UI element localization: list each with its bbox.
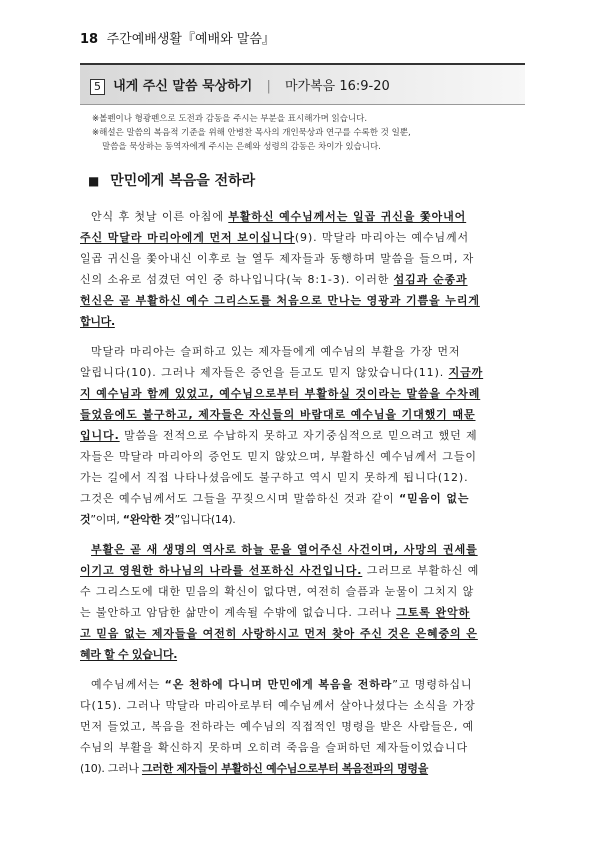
text-line [80,509,525,530]
text-span: 예수님께서는 [91,678,165,691]
note-line: 말씀을 묵상하는 동역자에게 주시는 은혜와 성령의 감동은 차이가 있습니다. [102,142,381,152]
highlighted-text: 고 믿음 없는 제자들을 여전히 사랑하시고 먼저 찾아 주신 것은 은혜중의 은 [80,627,478,640]
text-line [80,467,525,488]
text-line [80,581,525,602]
text-line [80,488,525,509]
text-span: 자들은 막달라 마리아의 증언도 믿지 않았으며, 부활하신 예수님께서 그들이 [80,450,477,463]
note-line: ※해설은 말씀의 복음적 기준을 위해 안병찬 목사의 개인묵상과 연구를 수록한 것 일뿐, [92,128,411,138]
heading-divider: | [266,79,271,94]
section-heading: 내게 주신 말씀 묵상하기 [113,79,253,94]
highlighted-text: 부활하신 예수님께서는 일곱 귀신을 쫓아내어 [228,210,467,223]
text-span: ”입니다(14). [174,513,236,526]
text-span: 그러므로 부활하신 예 [362,564,480,577]
text-span: 말씀을 전적으로 수납하지 못하고 자기중심적으로 믿으려고 했던 제 [119,429,478,442]
text-span: ”고 명령하십니 [392,678,473,691]
subsection-title [88,170,255,190]
page-number: 18 [80,32,99,47]
highlighted-text: 섬김과 순종과 [393,273,468,286]
highlighted-text: 주신 막달라 마리아에게 먼저 보이십니다 [80,231,295,244]
text-line [80,404,525,425]
text-span: 일곱 귀신을 쫓아내신 이후로 늘 열두 제자들과 동행하며 말씀을 들으며, 자 [80,252,475,265]
text-line [80,269,525,290]
highlighted-text: 합니다. [80,315,115,328]
text-line [80,716,525,737]
highlighted-text: 부활은 곧 새 생명의 역사로 하늘 문을 열어주신 사건이며, 사망의 권세를 [91,543,478,556]
text-line [80,758,525,779]
text-span: 안식 후 첫날 이른 아침에 [91,210,229,223]
text-line [80,446,525,467]
quoted-text: “믿음이 없는 [398,492,470,505]
page-header [80,28,525,47]
quoted-text: “완악한 것 [122,513,175,526]
text-span: 신의 소유로 섬겼던 여인 중 하나입니다(눅 8:1-3). 이러한 [80,273,394,286]
highlighted-text: 지금까 [448,366,484,379]
text-line [80,248,525,269]
reading-notes [92,112,522,154]
subsection-title-text: 만민에게 복음을 전하라 [110,173,256,189]
text-span: 알립니다(10). 그러나 제자들은 증언을 듣고도 믿지 않았습니다(11). [80,366,449,379]
text-line [80,425,525,446]
text-line [80,560,525,581]
text-line [80,206,525,227]
highlighted-text: 헌신은 곧 부활하신 예수 그리스도를 처음으로 만나는 영광과 기쁨을 누리게 [80,294,480,307]
note-line: ※볼펜이나 형광펜으로 도전과 감동을 주시는 부분을 표시해가며 읽습니다. [92,114,368,124]
text-span: 수 그리스도에 대한 믿음의 확신이 없다면, 여전히 슬픔과 눈물이 그치지 않 [80,585,475,598]
text-line [80,602,525,623]
square-bullet-icon: ■ [88,174,100,188]
paragraph [80,539,525,665]
text-span: 가는 길에서 직접 나타나셨음에도 불구하고 역시 믿지 못하게 됩니다(12). [80,471,469,484]
text-line [80,227,525,248]
paragraph [80,206,525,332]
text-line [80,674,525,695]
text-line [80,623,525,644]
text-span: (9). 막달라 마리아는 예수님께서 [294,231,470,244]
text-span: (10). 그러나 [80,762,142,775]
body-text [80,206,525,788]
text-line [80,383,525,404]
text-span: 막달라 마리아는 슬퍼하고 있는 제자들에게 예수님의 부활을 가장 먼저 [91,345,461,358]
text-line [80,695,525,716]
text-span: 수님의 부활을 확신하지 못하며 오히려 죽음을 슬퍼하던 제자들이었습니다 [80,741,469,754]
section-index-badge: 5 [90,79,105,95]
highlighted-text: 이기고 영원한 하나님의 나라를 선포하신 사건입니다. [80,564,363,577]
text-line [80,311,525,332]
highlighted-text: 지 예수님과 함께 있었고, 예수님으로부터 부활하실 것이라는 말씀을 수차례 [80,387,481,400]
highlighted-text: 입니다. [80,429,120,442]
paragraph [80,341,525,530]
text-span: ”이며, [90,513,123,526]
text-span: 먼저 들었고, 복음을 전하라는 예수님의 직접적인 명령을 받은 사람들은, 예 [80,720,475,733]
text-span: 그것은 예수님께서도 그들을 꾸짖으시며 말씀하신 것과 같이 [80,492,399,505]
text-line [80,341,525,362]
quoted-text: “온 천하에 다니며 만민에게 복음을 전하라 [164,678,393,691]
highlighted-text: 들었음에도 불구하고, 제자들은 자신들의 바람대로 예수님을 기대했기 때문 [80,408,476,421]
quoted-text: 것 [80,513,91,526]
section-header-bar [80,63,525,105]
text-line [80,362,525,383]
scripture-reference: 마가복음 16:9-20 [284,79,390,94]
text-line [80,539,525,560]
highlighted-text: 그러한 제자들이 부활하신 예수님으로부터 복음전파의 명령을 [141,762,429,775]
text-span: 는 불안하고 암담한 삶만이 계속될 수밖에 없습니다. 그러나 [80,606,397,619]
book-title: 주간예배생활『예배와 말씀』 [106,32,275,47]
text-span: 다(15). 그러나 막달라 마리아로부터 예수님께서 살아나셨다는 소식을 가장 [80,699,476,712]
highlighted-text: 혜라 할 수 있습니다. [80,648,178,661]
paragraph [80,674,525,779]
text-line [80,644,525,665]
text-line [80,290,525,311]
text-line [80,737,525,758]
highlighted-text: 그토록 완악하 [396,606,471,619]
